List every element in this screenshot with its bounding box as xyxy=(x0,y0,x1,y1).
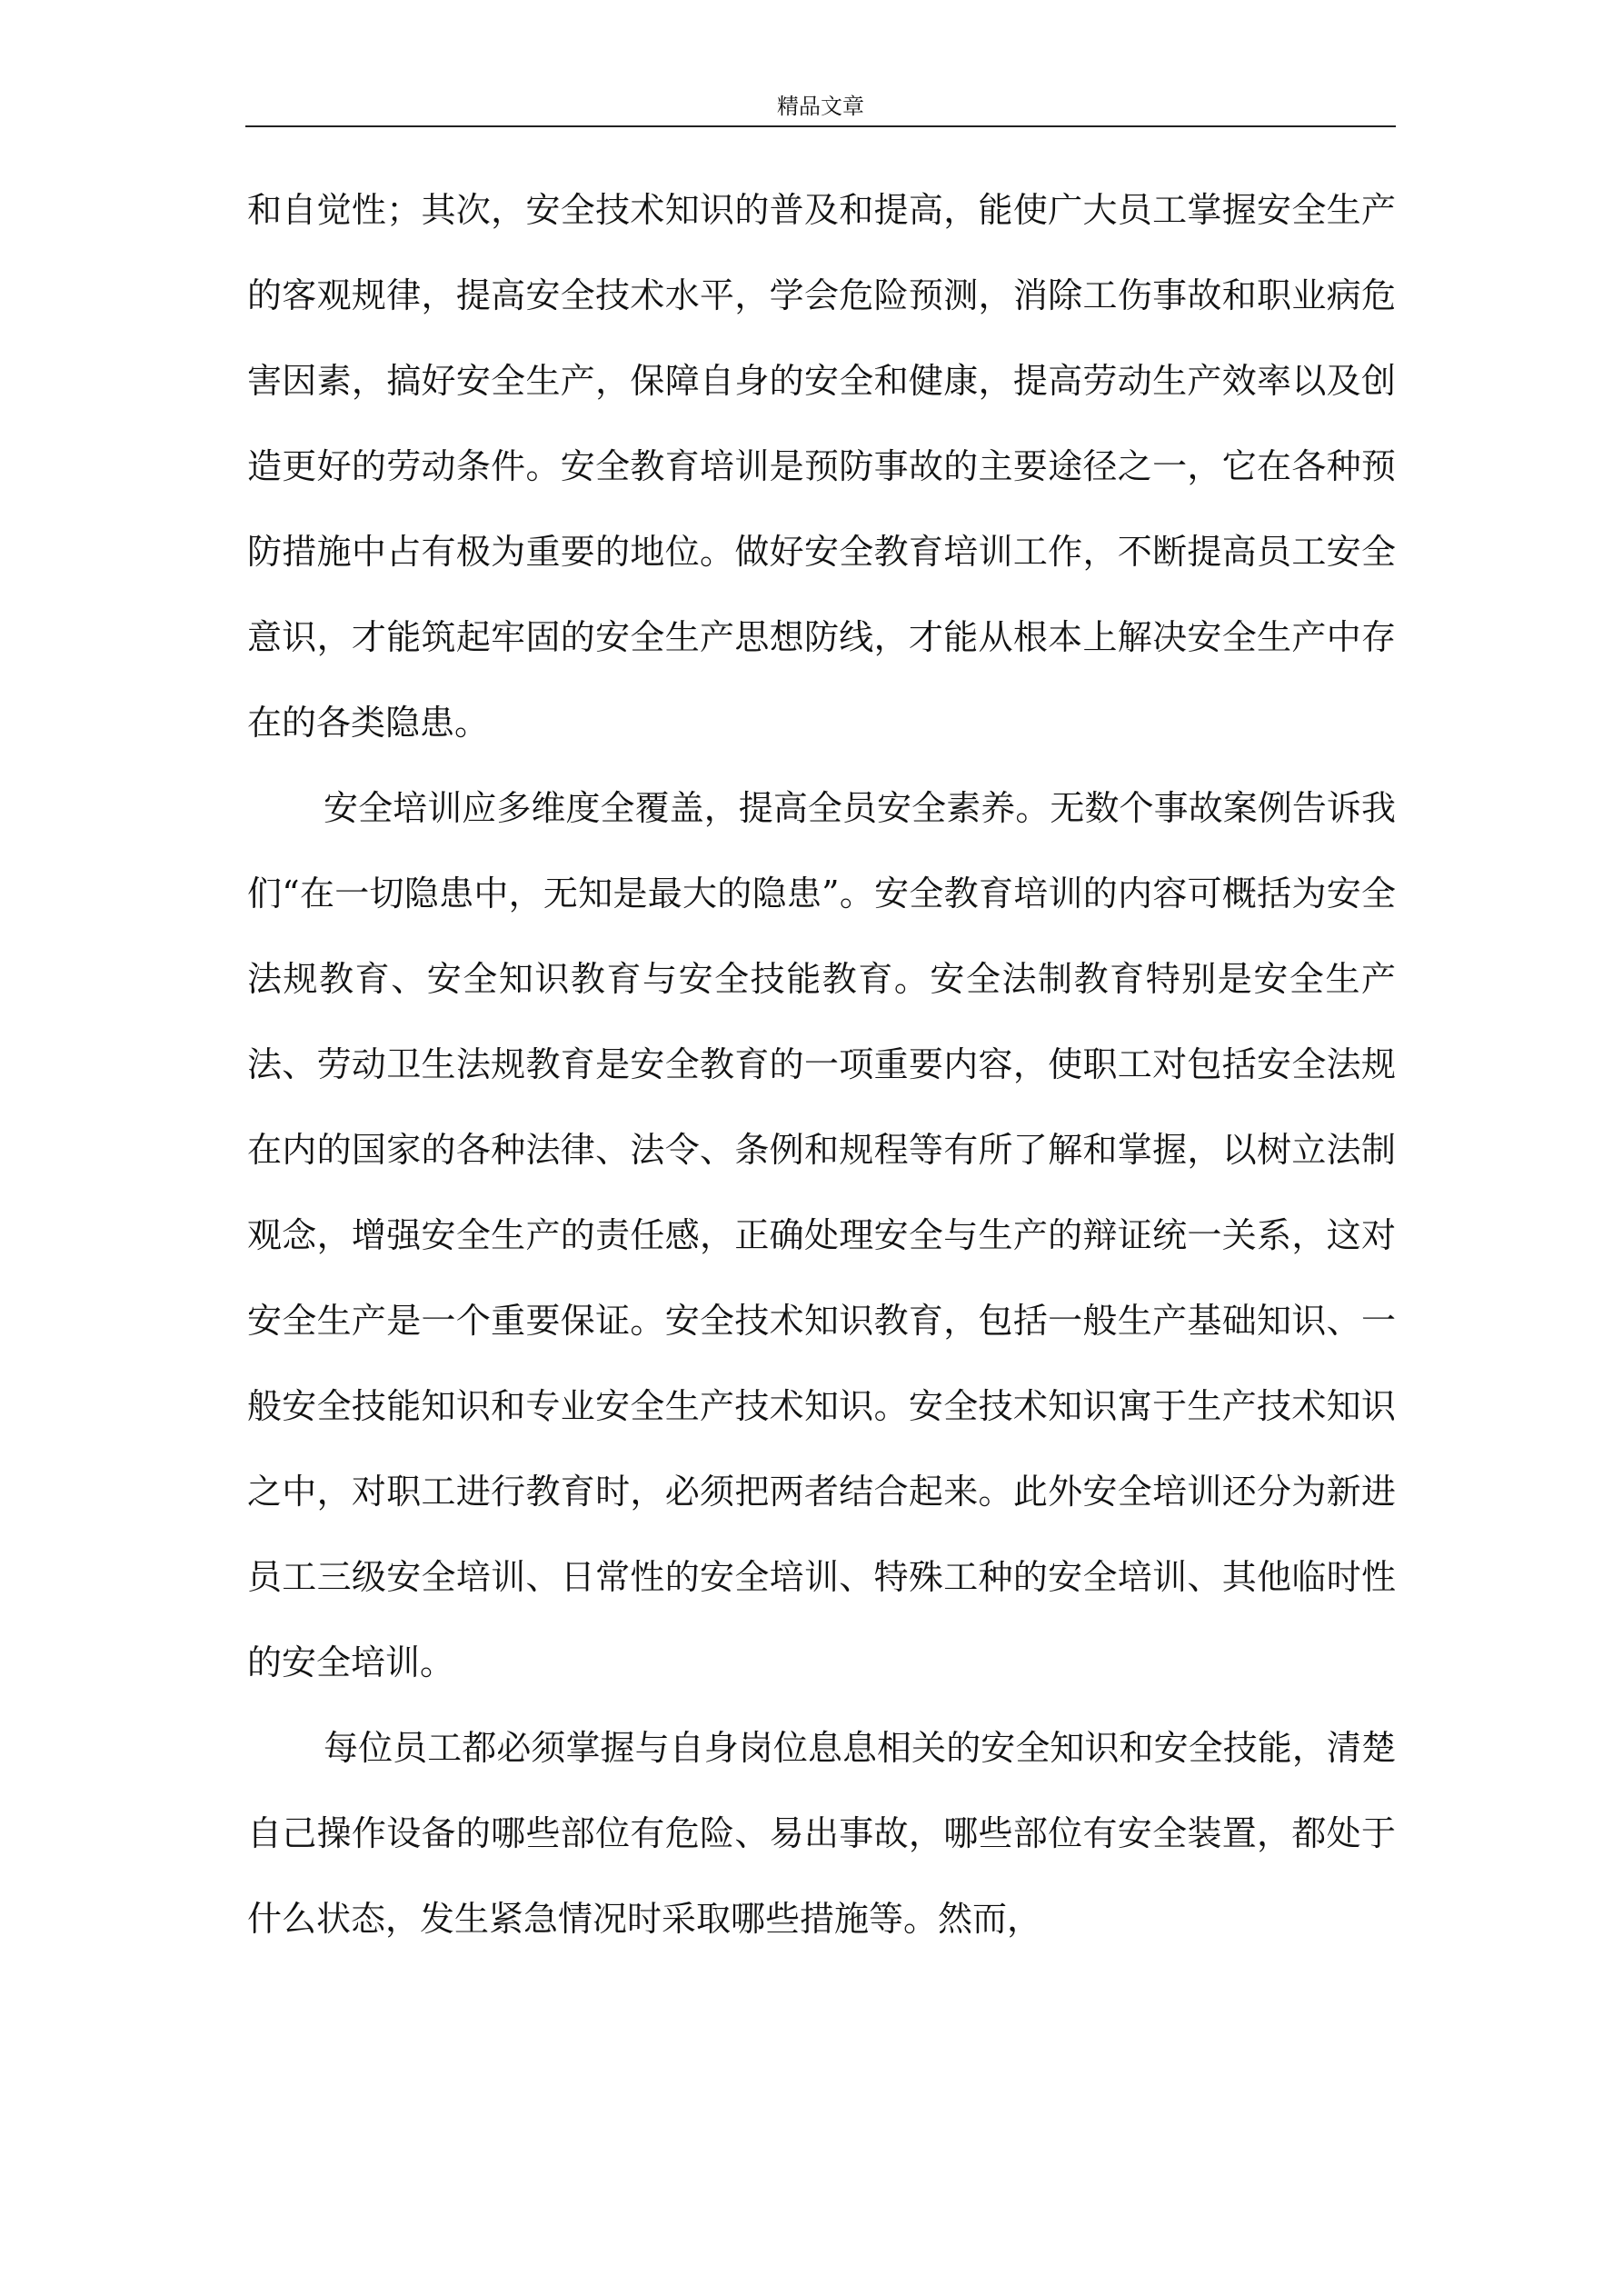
page-header: 精品文章 xyxy=(777,94,864,119)
paragraph-employee-safety-knowledge: 每位员工都必须掌握与自身岗位息息相关的安全知识和安全技能，清楚自己操作设备的哪些部位有危险、易出事故，哪些部位有安全装置，都处于什么状态，发生紧急情况时采取哪些措施等。然而， xyxy=(247,1728,1396,1939)
paragraph-continuation: 和自觉性；其次，安全技术知识的普及和提高，能使广大员工掌握安全生产的客观规律，提高安全技术水平，学会危险预测，消除工伤事故和职业病危害因素，搞好安全生产，保障自身的安全和健康，提高劳动生产效率以及创造更好的劳动条件。安全教育培训是预防事故的主要途径之一，它在各种预防措施中占有极为重要的地位。做好安全教育培训工作，不断提高员工安全意识，才能筑起牢固的安全生产思想防线，才能从根本上解决安全生产中存在的各类隐患。 xyxy=(247,190,1396,743)
header-divider xyxy=(245,125,1396,127)
paragraph-safety-training-coverage: 安全培训应多维度全覆盖，提高全员安全素养。无数个事故案例告诉我们“在一切隐患中，无知是最大的隐患”。安全教育培训的内容可概括为安全法规教育、安全知识教育与安全技能教育。安全法制教育特别是安全生产法、劳动卫生法规教育是安全教育的一项重要内容，使职工对包括安全法规在内的国家的各种法律、法令、条例和规程等有所了解和掌握，以树立法制观念，增强安全生产的责任感，正确处理安全与生产的辩证统一关系，这对安全生产是一个重要保证。安全技术知识教育，包括一般生产基础知识、一般安全技能知识和专业安全生产技术知识。安全技术知识寓于生产技术知识之中，对职工进行教育时，必须把两者结合起来。此外安全培训还分为新进员工三级安全培训、日常性的安全培训、特殊工种的安全培训、其他临时性的安全培训。 xyxy=(247,788,1396,1682)
article-body xyxy=(247,167,1396,1962)
